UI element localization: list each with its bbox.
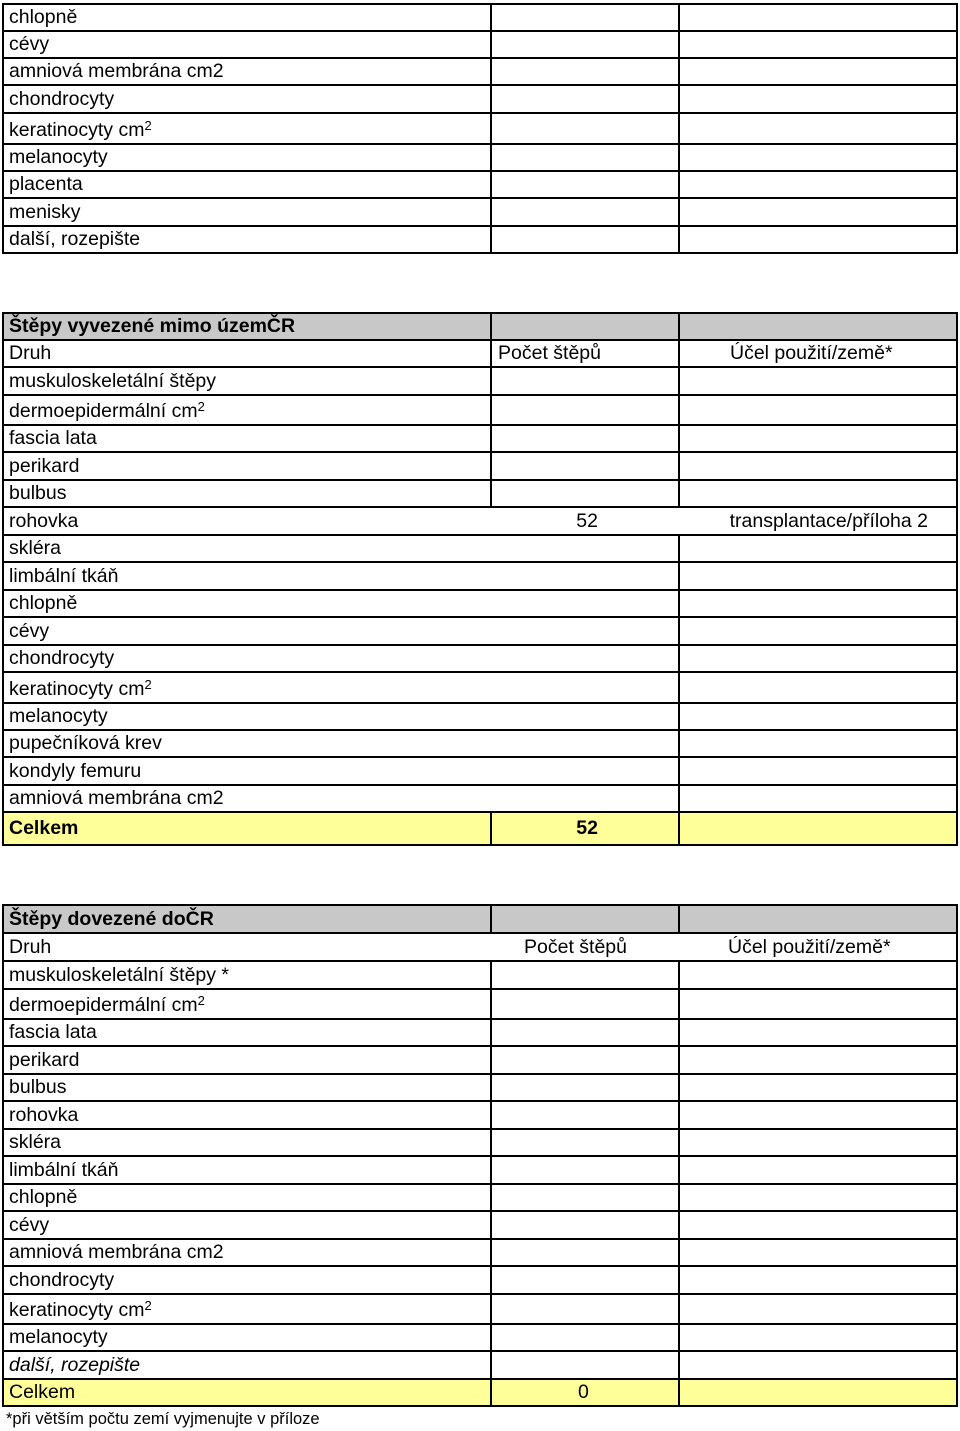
- row-label: limbální tkáň: [9, 564, 119, 587]
- row-label: cévy: [9, 1213, 50, 1236]
- col-header-ucel: Účel použití/země*: [728, 935, 891, 958]
- table-row: [2, 3, 958, 32]
- superscript: 2: [144, 1297, 152, 1313]
- table-row: [2, 731, 958, 758]
- table-row: [2, 59, 958, 86]
- table-row: [2, 199, 958, 227]
- row-label: rohovka: [9, 1103, 79, 1126]
- row-label: další, rozepište: [9, 1353, 141, 1376]
- table-row: [2, 368, 958, 396]
- row-label: keratinocyty cm: [9, 677, 145, 700]
- superscript: 2: [197, 398, 205, 414]
- col-header-pocet: Počet štěpů: [524, 935, 627, 958]
- section-title: Štěpy dovezené doČR: [9, 907, 214, 930]
- row-label: placenta: [9, 172, 83, 195]
- table-row: [2, 481, 958, 508]
- row-pocet: 52: [576, 509, 598, 532]
- row-label: amniová membrána cm2: [9, 1240, 224, 1263]
- table-row: [2, 704, 958, 731]
- row-label: melanocyty: [9, 1325, 108, 1348]
- table-row: [2, 145, 958, 172]
- row-ucel: transplantace/příloha 2: [729, 509, 928, 532]
- row-label: amniová membrána cm2: [9, 59, 224, 82]
- row-label: muskuloskeletální štěpy: [9, 369, 217, 392]
- section-title-row: [2, 312, 958, 341]
- table-row: [2, 1075, 958, 1102]
- row-label: cévy: [9, 32, 50, 55]
- table-row: [2, 86, 958, 114]
- table-row: [2, 1352, 958, 1380]
- row-label: cévy: [9, 619, 50, 642]
- row-label: keratinocyty cm: [9, 1298, 145, 1321]
- superscript: 2: [144, 117, 152, 133]
- table-row: [2, 1212, 958, 1240]
- row-label: skléra: [9, 536, 62, 559]
- row-label: keratinocyty cm: [9, 118, 145, 141]
- table-row: [2, 1047, 958, 1075]
- row-label: amniová membrána cm2: [9, 786, 224, 809]
- total-label: Celkem: [9, 1380, 76, 1403]
- table-row: [2, 508, 958, 536]
- row-label: chlopně: [9, 1185, 78, 1208]
- row-label: melanocyty: [9, 704, 108, 727]
- table-row: [2, 673, 958, 704]
- table-row: [2, 618, 958, 646]
- table-row: [2, 536, 958, 563]
- footnote: *při větším počtu zemí vyjmenujte v příloze: [6, 1410, 320, 1428]
- row-label: bulbus: [9, 1075, 67, 1098]
- row-label: melanocyty: [9, 145, 108, 168]
- col-header-ucel: Účel použití/země*: [730, 341, 893, 364]
- table-row: [2, 1240, 958, 1267]
- row-label: bulbus: [9, 481, 67, 504]
- superscript: 2: [144, 676, 152, 692]
- total-label: Celkem: [9, 816, 79, 839]
- table-row: [2, 758, 958, 786]
- table-row: [2, 1325, 958, 1352]
- table-row: [2, 1157, 958, 1185]
- col-header-druh: Druh: [9, 341, 52, 364]
- row-label: kondyly femuru: [9, 759, 142, 782]
- table-row: [2, 990, 958, 1020]
- row-label: chlopně: [9, 591, 78, 614]
- total-row: [2, 1380, 958, 1407]
- row-label: dermoepidermální cm: [9, 993, 198, 1016]
- table-row: [2, 646, 958, 673]
- row-label: pupečníková krev: [9, 731, 162, 754]
- table-row: [2, 1102, 958, 1130]
- table-row: [2, 591, 958, 618]
- table-row: [2, 962, 958, 990]
- table-row: [2, 1295, 958, 1325]
- row-label: chlopně: [9, 5, 78, 28]
- table-row: [2, 1130, 958, 1157]
- export-table: [2, 312, 958, 846]
- section-title: Štěpy vyvezené mimo územČR: [9, 314, 296, 337]
- table-row: [2, 114, 958, 145]
- col-header-druh: Druh: [9, 935, 52, 958]
- row-label: rohovka: [9, 509, 79, 532]
- table-row: [2, 172, 958, 199]
- row-label: chondrocyty: [9, 87, 115, 110]
- section-title-row: [2, 904, 958, 934]
- header-row: [2, 341, 958, 368]
- row-label: muskuloskeletální štěpy *: [9, 963, 230, 986]
- table-row: [2, 396, 958, 426]
- row-label: dermoepidermální cm: [9, 399, 198, 422]
- row-label: další, rozepište: [9, 227, 141, 250]
- row-label: skléra: [9, 1130, 62, 1153]
- total-row: [2, 813, 958, 846]
- row-label: fascia lata: [9, 426, 97, 449]
- row-label: chondrocyty: [9, 1268, 115, 1291]
- table-row: [2, 453, 958, 481]
- total-value: 0: [578, 1380, 589, 1403]
- table-row: [2, 1185, 958, 1212]
- total-value: 52: [576, 816, 598, 839]
- table-row: [2, 32, 958, 59]
- row-label: perikard: [9, 454, 80, 477]
- col-header-pocet: Počet štěpů: [498, 341, 601, 364]
- row-label: perikard: [9, 1048, 80, 1071]
- row-label: menisky: [9, 200, 81, 223]
- table-row: [2, 426, 958, 453]
- header-row: [2, 934, 958, 962]
- table-row: [2, 563, 958, 591]
- superscript: 2: [197, 992, 205, 1008]
- table-row: [2, 227, 958, 254]
- table-row: [2, 1020, 958, 1047]
- row-label: chondrocyty: [9, 646, 115, 669]
- import-table: [2, 904, 958, 1407]
- top-table: [2, 3, 958, 254]
- table-row: [2, 786, 958, 813]
- row-label: limbální tkáň: [9, 1158, 119, 1181]
- row-label: fascia lata: [9, 1020, 97, 1043]
- table-row: [2, 1267, 958, 1295]
